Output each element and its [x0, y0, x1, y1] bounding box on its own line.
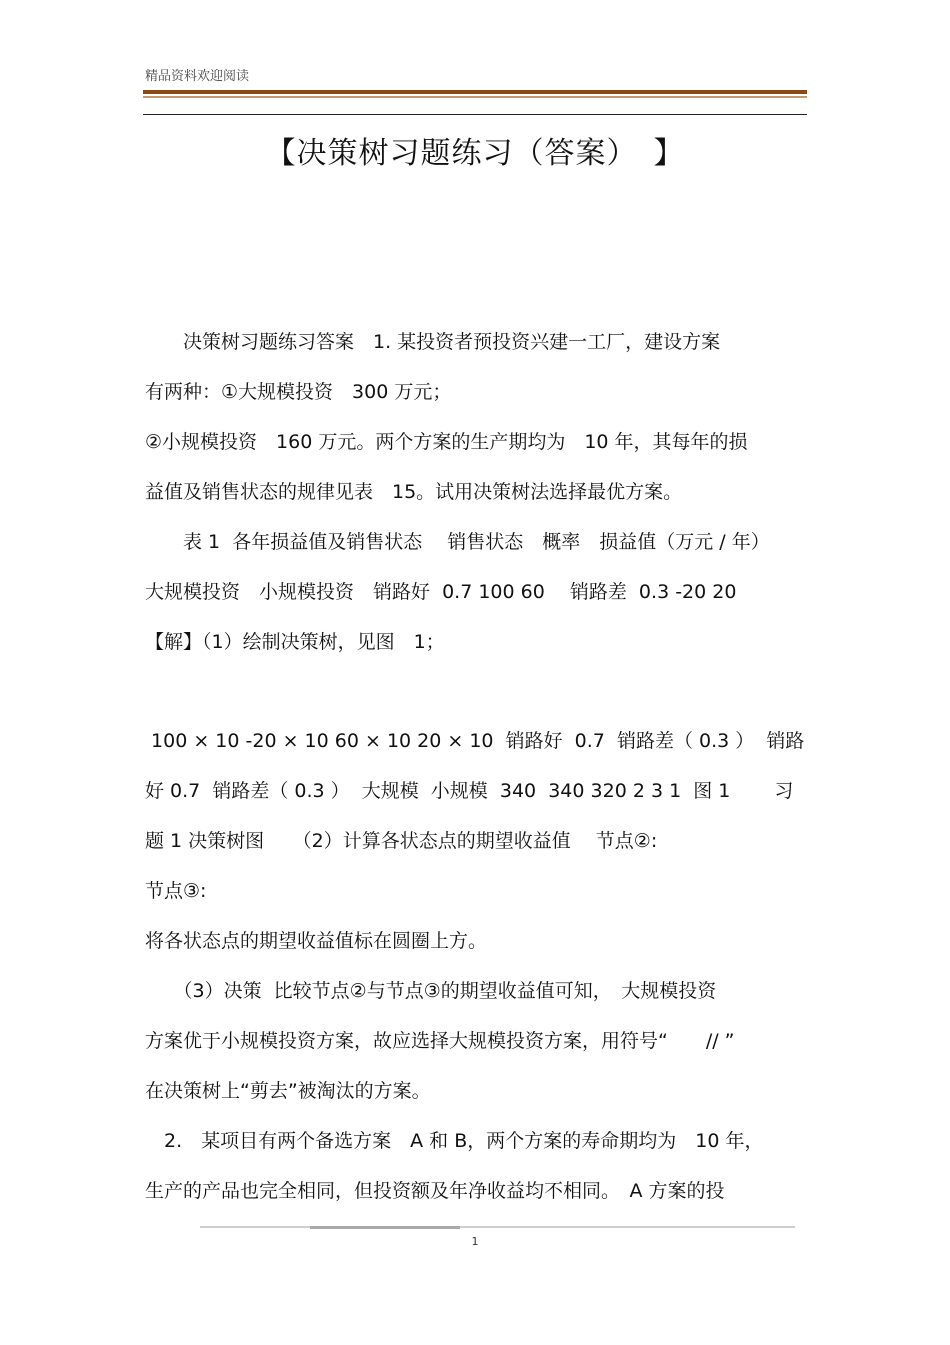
page-number: 1	[471, 1235, 479, 1248]
body-line: 益值及销售状态的规律见表 15。试用决策树法选择最优方案。	[145, 481, 683, 503]
body-line: 决策树习题练习答案 1. 某投资者预投资兴建一工厂，建设方案	[145, 331, 721, 353]
body-line: 在决策树上“剪去”被淘汰的方案。	[145, 1080, 431, 1102]
body-line: 节点③:	[145, 880, 207, 902]
body-line: 生产的产品也完全相同，但投资额及年净收益均不相同。 A 方案的投	[145, 1180, 725, 1202]
body-line: ②小规模投资 160 万元。两个方案的生产期均为 10 年，其每年的损	[145, 431, 748, 453]
body-line: 大规模投资 小规模投资 销路好 0.7 100 60 销路差 0.3 -20 20	[145, 581, 737, 603]
header-rule-thin	[143, 96, 807, 98]
body-line: 题 1 决策树图 （2）计算各状态点的期望收益值 节点②:	[145, 830, 658, 852]
body-line: 2. 某项目有两个备选方案 A 和 B，两个方案的寿命期均为 10 年，	[145, 1130, 764, 1152]
header-rule-thick	[143, 90, 807, 94]
header-separator	[143, 114, 807, 115]
header-text: 精品资料欢迎阅读	[145, 69, 250, 84]
body-line: （3）决策 比较节点②与节点③的期望收益值可知， 大规模投资	[145, 980, 717, 1002]
document-title: 【决策树习题练习（答案） 】	[265, 136, 685, 171]
footer-rule	[200, 1226, 795, 1228]
body-line: 表 1 各年损益值及销售状态 销售状态 概率 损益值（万元 / 年）	[145, 531, 770, 553]
body-line: 有两种：①大规模投资 300 万元；	[145, 381, 452, 403]
body-line: 100 × 10 -20 × 10 60 × 10 20 × 10 销路好 0.7 销路差（ 0.3 ） 销路	[145, 730, 805, 752]
footer-rule-accent	[310, 1226, 460, 1229]
body-line: 【解】（1）绘制决策树，见图 1；	[145, 631, 445, 653]
body-line: 方案优于小规模投资方案，故应选择大规模投资方案，用符号“ // ”	[145, 1030, 735, 1052]
body-line: 将各状态点的期望收益值标在圆圈上方。	[145, 930, 488, 952]
body-line: 好 0.7 销路差（ 0.3 ） 大规模 小规模 340 340 320 2 3 1 图 1 习	[145, 780, 794, 802]
